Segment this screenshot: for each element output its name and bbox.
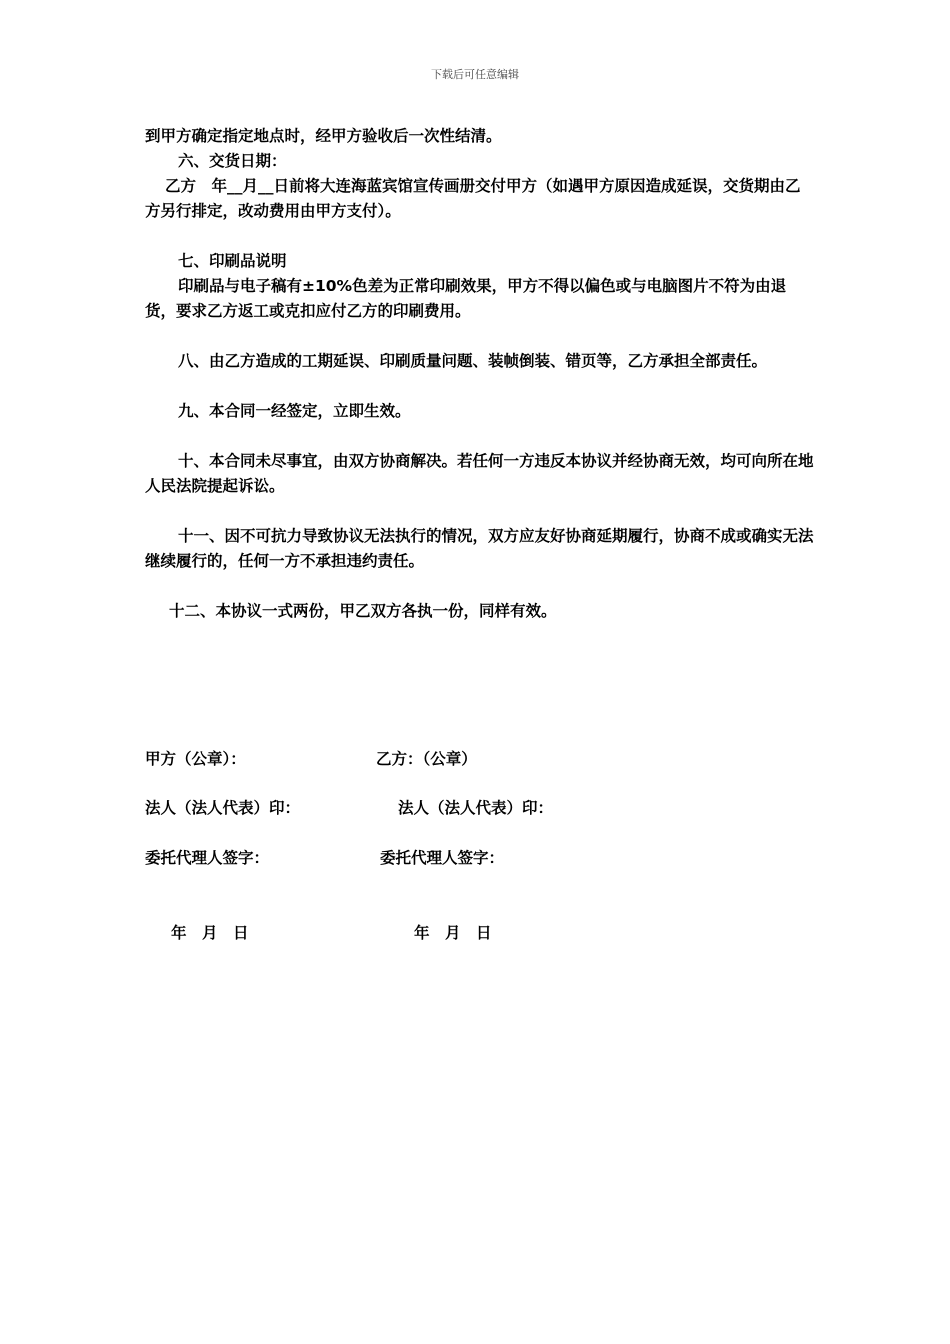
party-b-date: 年 月 日 xyxy=(414,924,492,942)
clause-8-text: 八、由乙方造成的工期延误、印刷质量问题、装帧倒装、错页等，乙方承担全部责任。 xyxy=(178,352,768,370)
clause-6-text: 乙方 年__月__日前将大连海蓝宾馆宣传画册交付甲方（如遇甲方原因造成延误，交货期由乙方另行排定，改动费用由甲方支付）。 xyxy=(145,177,801,220)
party-b-legal-label: 法人（法人代表）印： xyxy=(398,799,554,817)
page-header-note: 下载后可任意编辑 xyxy=(431,68,519,81)
clause-10-text: 十、本合同未尽事宜，由双方协商解决。若任何一方违反本协议并经协商无效，均可向所在地人民法院提起诉讼。 xyxy=(145,452,814,495)
clause-9-text: 九、本合同一经签定，立即生效。 xyxy=(178,402,411,420)
party-a-agent-label: 委托代理人签字： xyxy=(145,849,270,867)
party-b-seal-label: 乙方：（公章） xyxy=(376,750,477,768)
clause-7-text: 印刷品与电子稿有±10%色差为正常印刷效果，甲方不得以偏色或与电脑图片不符为由退货，要求乙方返工或克扣应付乙方的印刷费用。 xyxy=(145,277,787,320)
clause-12-text: 十二、本协议一式两份，甲乙双方各执一份，同样有效。 xyxy=(169,602,557,620)
party-a-date: 年 月 日 xyxy=(171,924,249,942)
contract-body xyxy=(145,124,815,624)
party-b-agent-label: 委托代理人签字： xyxy=(380,849,505,867)
clause-11-text: 十一、因不可抗力导致协议无法执行的情况，双方应友好协商延期履行，协商不成或确实无法继续履行的，任何一方不承担违约责任。 xyxy=(145,527,814,570)
clause-7-heading: 七、印刷品说明 xyxy=(178,252,287,270)
clause-6-heading: 六、交货日期： xyxy=(178,152,287,170)
payment-clause-continuation: 到甲方确定指定地点时，经甲方验收后一次性结清。 xyxy=(145,127,502,145)
party-a-seal-label: 甲方（公章）： xyxy=(145,750,246,768)
party-a-legal-label: 法人（法人代表）印： xyxy=(145,799,301,817)
